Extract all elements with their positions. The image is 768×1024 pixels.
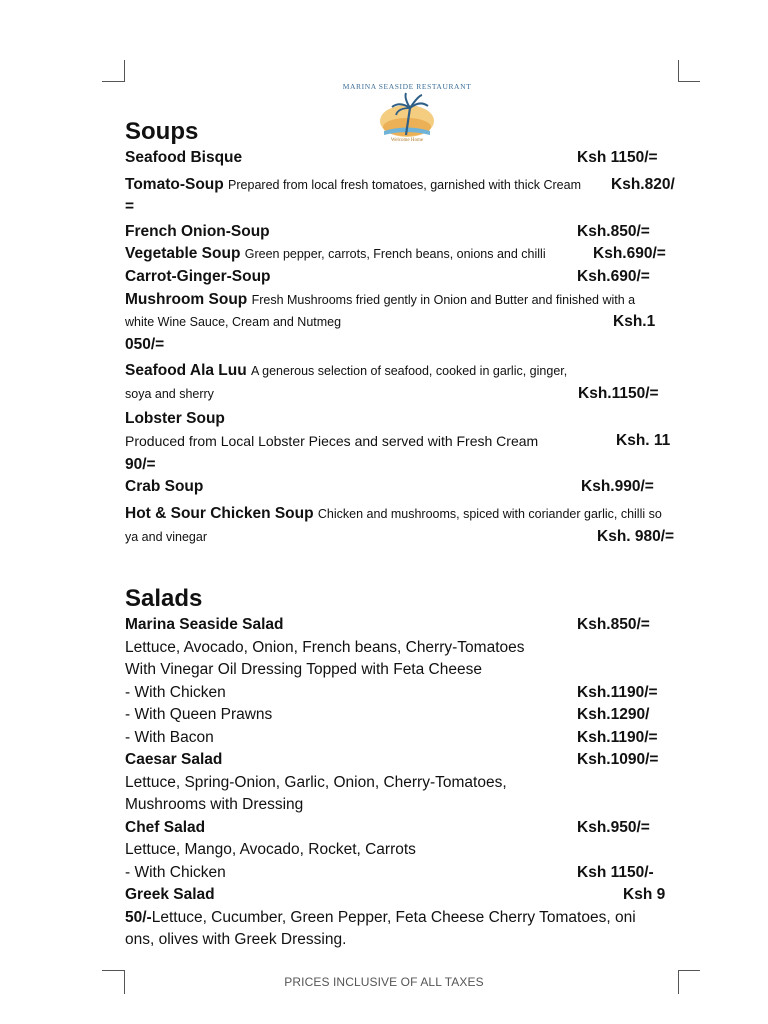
salad-option bbox=[125, 682, 680, 705]
item-price: Ksh.1090/= bbox=[577, 751, 659, 769]
item-price: Ksh 1150/- bbox=[577, 863, 654, 881]
item-price: Ksh.1 bbox=[613, 313, 656, 331]
item-name: Tomato-Soup bbox=[125, 175, 224, 193]
salad-option bbox=[125, 727, 680, 750]
menu-item-mushroom-soup bbox=[125, 289, 680, 357]
item-name: Seafood Ala Luu bbox=[125, 362, 247, 380]
salad-option-text: - With Queen Prawns bbox=[125, 706, 273, 724]
item-price: Ksh.690/= bbox=[593, 245, 666, 263]
menu-item-carrot-ginger-soup bbox=[125, 266, 680, 289]
item-name: Carrot-Ginger-Soup bbox=[125, 267, 271, 285]
item-description: Prepared from local fresh tomatoes, garnished with thick Cream bbox=[228, 177, 581, 192]
item-price-continued: 50/- bbox=[125, 908, 152, 926]
salad-description bbox=[125, 659, 680, 682]
item-name: Mushroom Soup bbox=[125, 290, 248, 308]
item-price: Ksh.950/= bbox=[577, 818, 650, 836]
item-price-continued: 050/= bbox=[125, 335, 165, 353]
salad-option bbox=[125, 704, 680, 727]
salad-description-text: Mushrooms with Dressing bbox=[125, 796, 304, 814]
crop-mark-top-right-v bbox=[678, 60, 679, 82]
item-price-continued: = bbox=[125, 198, 135, 216]
salad-description-text: Lettuce, Spring-Onion, Garlic, Onion, Cherry-Tomatoes, bbox=[125, 773, 507, 791]
crop-mark-bottom-left-h bbox=[102, 970, 124, 971]
crop-mark-bottom-right-h bbox=[678, 970, 700, 971]
salad-description bbox=[125, 794, 680, 817]
item-price: Ksh.850/= bbox=[577, 616, 650, 634]
item-description: A generous selection of seafood, cooked in garlic, ginger, bbox=[251, 364, 568, 379]
logo-restaurant-name: MARINA SEASIDE RESTAURANT bbox=[342, 82, 472, 91]
soups-heading: Soups bbox=[125, 118, 199, 145]
item-name: French Onion-Soup bbox=[125, 222, 270, 240]
item-name: Hot & Sour Chicken Soup bbox=[125, 504, 314, 522]
item-price: Ksh. 980/= bbox=[597, 527, 675, 545]
item-description-continued: ya and vinegar bbox=[125, 529, 208, 544]
greek-salad-description bbox=[125, 907, 680, 930]
menu-item-seafood-bisque bbox=[125, 147, 680, 170]
menu-item-tomato-soup bbox=[125, 174, 680, 219]
menu-item-greek-salad bbox=[125, 884, 680, 907]
salad-description bbox=[125, 772, 680, 795]
salad-line bbox=[125, 614, 680, 637]
salad-option bbox=[125, 862, 680, 885]
item-description: Chicken and mushrooms, spiced with coriander garlic, chilli so bbox=[317, 506, 662, 521]
item-price: Ksh.1190/= bbox=[577, 683, 658, 701]
crop-mark-top-left-v bbox=[124, 60, 125, 82]
salad-option-text: - With Chicken bbox=[125, 863, 226, 881]
salad-description-text: ons, olives with Greek Dressing. bbox=[125, 931, 347, 949]
salad-description-text: With Vinegar Oil Dressing Topped with Feta Cheese bbox=[125, 661, 482, 679]
crop-mark-top-left-h bbox=[102, 81, 124, 82]
salads-list bbox=[125, 614, 680, 952]
footer-taxes-note: PRICES INCLUSIVE OF ALL TAXES bbox=[284, 975, 484, 989]
logo-tagline: Welcome Home bbox=[390, 138, 424, 143]
item-price: Ksh 1150/= bbox=[577, 149, 658, 166]
item-price: Ksh.1150/= bbox=[578, 384, 659, 402]
item-description-continued: soya and sherry bbox=[125, 386, 214, 401]
salad-description-text: Lettuce, Mango, Avocado, Rocket, Carrots bbox=[125, 841, 416, 859]
item-price: Ksh.1290/ bbox=[577, 706, 650, 724]
salad-name: Marina Seaside Salad bbox=[125, 616, 284, 634]
item-price: Ksh.1190/= bbox=[577, 728, 658, 746]
salad-name: Greek Salad bbox=[125, 886, 215, 904]
salad-name: Caesar Salad bbox=[125, 751, 223, 769]
salad-line bbox=[125, 749, 680, 772]
salad-description-text: Lettuce, Cucumber, Green Pepper, Feta Cheese Cherry Tomatoes, oni bbox=[151, 908, 636, 926]
menu-item-hot-sour-chicken-soup bbox=[125, 503, 680, 548]
salad-option-text: - With Bacon bbox=[125, 728, 214, 746]
item-description-continued: white Wine Sauce, Cream and Nutmeg bbox=[125, 315, 342, 330]
item-description: Produced from Local Lobster Pieces and served with Fresh Cream bbox=[125, 433, 539, 450]
item-price: Ksh. 11 bbox=[616, 432, 671, 450]
salad-description bbox=[125, 637, 680, 660]
item-price: Ksh 9 bbox=[623, 886, 666, 904]
menu-item-seafood-ala-luu bbox=[125, 360, 680, 405]
salads-heading: Salads bbox=[125, 585, 203, 613]
item-price: Ksh.990/= bbox=[581, 478, 654, 496]
menu-item-crab-soup bbox=[125, 476, 680, 499]
item-description: Green pepper, carrots, French beans, onions and chilli bbox=[244, 247, 546, 262]
menu-item-vegetable-soup bbox=[125, 243, 680, 266]
menu-item-lobster-soup bbox=[125, 408, 680, 477]
item-name: Lobster Soup bbox=[125, 409, 225, 427]
item-name: Vegetable Soup bbox=[125, 245, 241, 263]
item-name: Seafood Bisque bbox=[125, 149, 243, 166]
item-name: Crab Soup bbox=[125, 478, 204, 496]
crop-mark-top-right-h bbox=[678, 81, 700, 82]
salad-line bbox=[125, 817, 680, 840]
menu-item-french-onion-soup bbox=[125, 221, 680, 244]
item-description: Fresh Mushrooms fried gently in Onion and Butter and finished with a bbox=[251, 292, 636, 307]
salad-option-text: - With Chicken bbox=[125, 683, 226, 701]
item-price: Ksh.850/= bbox=[577, 222, 650, 240]
item-price: Ksh.820/ bbox=[611, 175, 675, 193]
greek-salad-description bbox=[125, 929, 680, 952]
menu-content bbox=[125, 117, 680, 952]
salad-description-text: Lettuce, Avocado, Onion, French beans, Cherry-Tomatoes bbox=[125, 638, 525, 656]
item-price: Ksh.690/= bbox=[577, 267, 650, 285]
salad-name: Chef Salad bbox=[125, 818, 206, 836]
item-price-continued: 90/= bbox=[125, 455, 156, 473]
salad-description bbox=[125, 839, 680, 862]
